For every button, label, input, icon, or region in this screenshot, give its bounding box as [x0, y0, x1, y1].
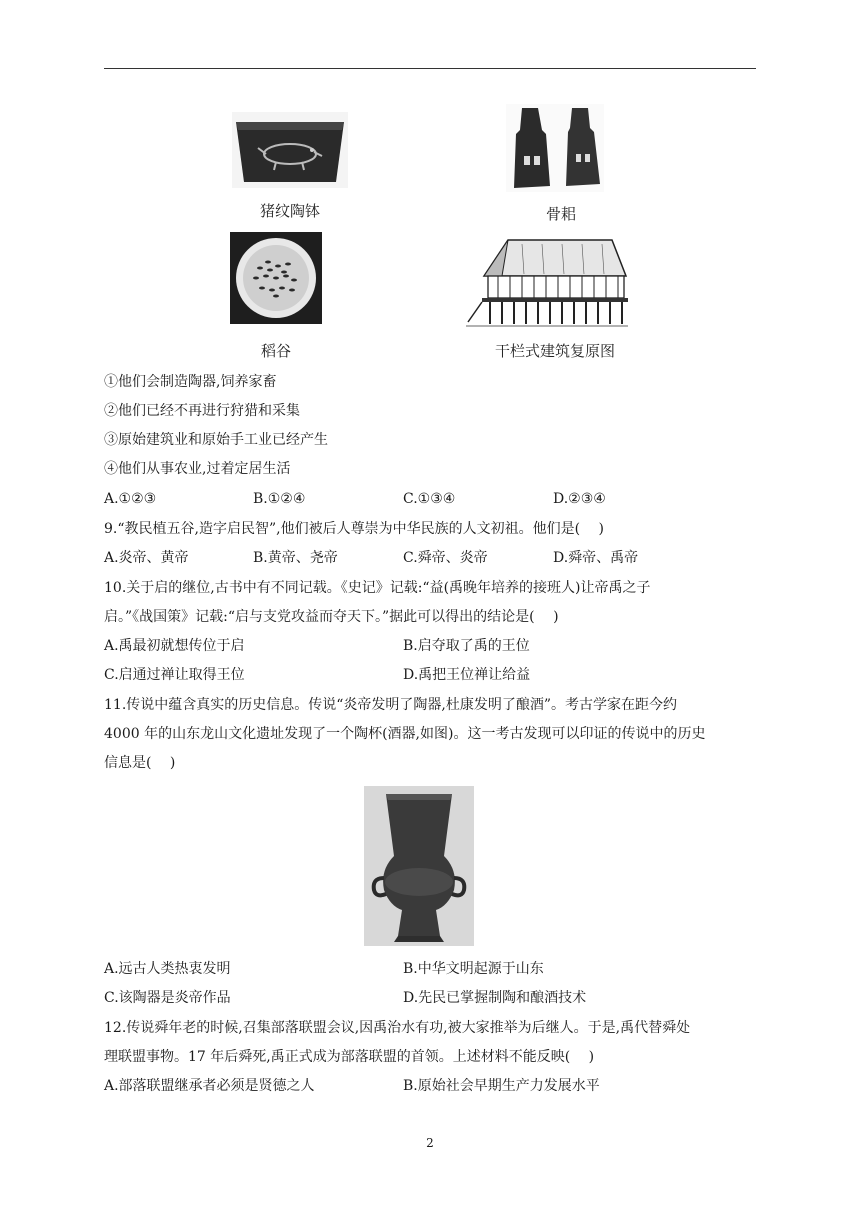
q11-stem-line-1: 11.传说中蕴含真实的历史信息。传说“炎帝发明了陶器,杜康发明了酿酒”。考古学家在距今约 — [104, 697, 678, 713]
q9-option-a: A.炎帝、黄帝 — [104, 550, 189, 566]
stilt-house-caption: 干栏式建筑复原图 — [494, 342, 615, 360]
q9-option-c: C.舜帝、炎帝 — [403, 550, 488, 566]
q8-option-a: A.①②③ — [104, 491, 157, 507]
q8-statement-4: ④他们从事农业,过着定居生活 — [104, 461, 291, 477]
q11-option-a: A.远古人类热衷发明 — [104, 961, 231, 977]
bone-spade-caption: 骨耜 — [545, 205, 576, 223]
q12-option-a: A.部落联盟继承者必须是贤德之人 — [104, 1078, 315, 1094]
page-number: 2 — [426, 1136, 434, 1150]
pottery-cup-image — [364, 786, 474, 946]
q10-stem-line-1: 10.关于启的继位,古书中有不同记载。《史记》记载:“益(禹晚年培养的接班人)让帝禹之子 — [104, 580, 651, 596]
rice-caption: 稻谷 — [260, 342, 291, 360]
q12-stem-line-1: 12.传说舜年老的时候,召集部落联盟会议,因禹治水有功,被大家推举为后继人。于是,禹代替舜处 — [104, 1020, 691, 1036]
q11-option-c: C.该陶器是炎帝作品 — [104, 990, 231, 1006]
q8-option-b: B.①②④ — [253, 491, 306, 507]
q8-option-d: D.②③④ — [553, 491, 606, 507]
q8-statement-3: ③原始建筑业和原始手工业已经产生 — [104, 432, 328, 448]
rice-grains-image — [230, 232, 322, 324]
header-rule — [104, 68, 756, 69]
q11-option-b: B.中华文明起源于山东 — [403, 961, 544, 977]
pig-bowl-caption: 猪纹陶钵 — [259, 202, 320, 220]
q10-option-d: D.禹把王位禅让给益 — [403, 667, 531, 683]
q11-stem-line-2: 4000 年的山东龙山文化遗址发现了一个陶杯(酒器,如图)。这一考古发现可以印证的传说中的历史 — [104, 726, 706, 742]
pig-pattern-bowl-image — [232, 112, 348, 188]
q9-stem: 9.“教民植五谷,造字启民智”,他们被后人尊崇为中华民族的人文初祖。他们是( ) — [104, 521, 604, 537]
bone-spade-image — [506, 104, 604, 192]
q12-stem-line-2: 理联盟事物。17 年后舜死,禹正式成为部落联盟的首领。上述材料不能反映( ) — [104, 1049, 595, 1065]
q11-stem-line-3: 信息是( ) — [104, 755, 176, 771]
q9-option-b: B.黄帝、尧帝 — [253, 550, 338, 566]
q8-statement-2: ②他们已经不再进行狩猎和采集 — [104, 403, 300, 419]
q11-option-d: D.先民已掌握制陶和酿酒技术 — [403, 990, 587, 1006]
q9-option-d: D.舜帝、禹帝 — [553, 550, 639, 566]
q10-option-a: A.禹最初就想传位于启 — [104, 638, 245, 654]
q10-stem-line-2: 启。”《战国策》记载:“启与支党攻益而夺天下。”据此可以得出的结论是( ) — [104, 609, 559, 625]
q8-statement-1: ①他们会制造陶器,饲养家畜 — [104, 374, 277, 390]
stilt-house-image — [462, 232, 630, 332]
q10-option-c: C.启通过禅让取得王位 — [104, 667, 245, 683]
q10-option-b: B.启夺取了禹的王位 — [403, 638, 530, 654]
q12-option-b: B.原始社会早期生产力发展水平 — [403, 1078, 600, 1094]
q8-option-c: C.①③④ — [403, 491, 456, 507]
